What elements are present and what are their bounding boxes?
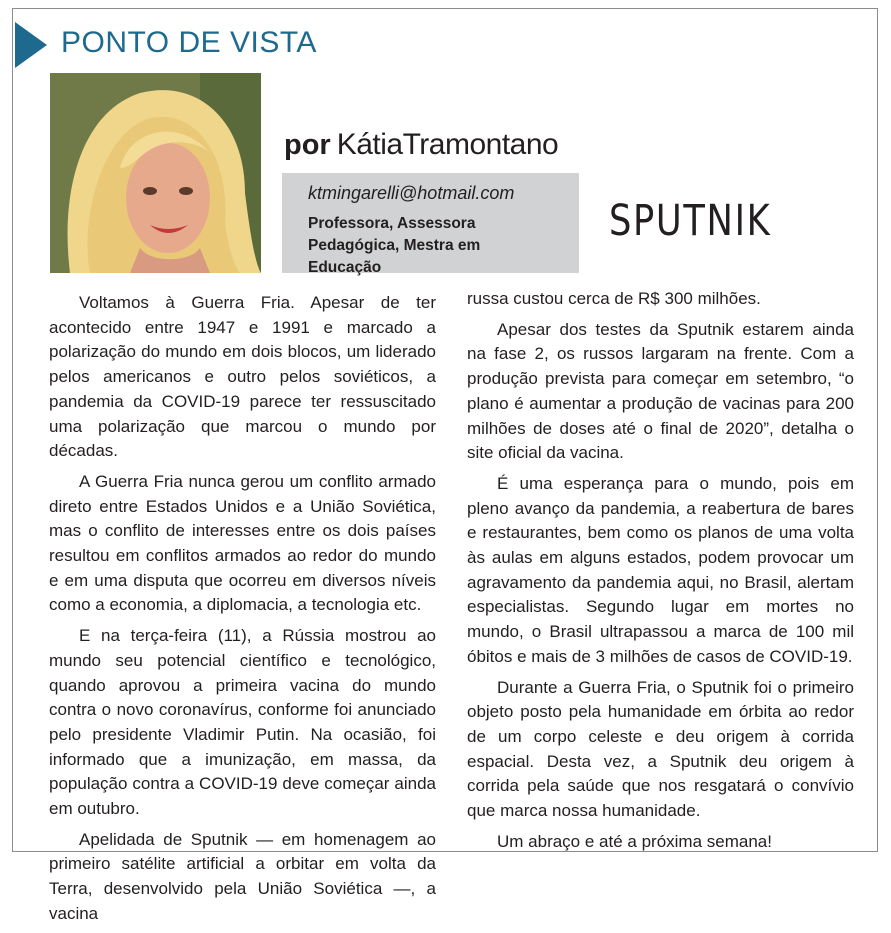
section-title: PONTO DE VISTA [61,26,317,59]
author-email: ktmingarelli@hotmail.com [308,183,515,203]
article-column-left [49,291,436,933]
article-column-right [467,287,854,860]
article-paragraph: A Guerra Fria nunca gerou um conflito armado direto entre Estados Unidos e a União Soviética, mas o conflito de interesses entre os dois países resultou em conflitos armados ao redor do mundo e em uma disputa que ocorreu em diversos níveis como a economia, a diplomacia, a tecnologia etc. [49,471,436,615]
article-paragraph: Voltamos à Guerra Fria. Apesar de ter acontecido entre 1947 e 1991 e marcado a polarização do mundo em dois blocos, um liderado pelos americanos e outro pelos soviéticos, a pandemia da COVID-19 parece ter ressuscitado uma polarização que marcou o mundo por décadas. [49,293,436,461]
author-role: Professora, Assessora Pedagógica, Mestra em Educação [308,215,481,276]
article-paragraph: E na terça-feira (11), a Rússia mostrou ao mundo seu potencial científico e tecnológico, quando aprovou a primeira vacina do mundo contra o novo coronavírus, conforme foi anunciado pelo presidente Vladimir Putin. Na ocasião, foi informado que a imunização, em massa, da população contra a COVID-19 deve começar ainda em outubro. [49,626,436,819]
article-paragraph: Apelidada de Sputnik — em homenagem ao primeiro satélite artificial a orbitar em volta da Terra, desenvolvido pela União Soviética —, a vacina [49,829,436,923]
author-info-box [282,173,579,276]
author-photo [50,73,261,273]
article-paragraph: Durante a Guerra Fria, o Sputnik foi o primeiro objeto posto pela humanidade em órbita ao redor de um corpo celeste e deu origem à corrida espacial. Desta vez, a Sputnik deu origem à corrida pela saúde que nos resgatará o convívio que marca nossa humanidade. [467,677,854,821]
section-arrow-icon [15,22,47,68]
article-paragraph: Apesar dos testes da Sputnik estarem ainda na fase 2, os russos largaram na frente. Com a produção prevista para começar em setembro, “o plano é aumentar a produção de vacinas para 200 milhões de doses até o final de 2020”, detalha o site oficial da vacina. [467,319,854,463]
article-paragraph: Um abraço e até a próxima semana! [497,831,772,851]
article-paragraph-continuation: russa custou cerca de R$ 300 milhões. [467,289,761,308]
byline-prefix: por [284,129,331,161]
article-paragraph: É uma esperança para o mundo, pois em pleno avanço da pandemia, a reabertura de bares e restaurantes, bem como os planos de uma volta às aulas em alguns estados, podem provocar um agravamento da pandemia aqui, no Brasil, alertam especialistas. Segundo lugar em mortes no mundo, o Brasil ultrapassou a marca de 100 mil óbitos e mais de 3 milhões de casos de COVID-19. [467,473,854,666]
column-title: SPUTNIK [609,196,772,246]
author-byline [284,128,558,162]
author-name: KátiaTramontano [336,128,559,161]
